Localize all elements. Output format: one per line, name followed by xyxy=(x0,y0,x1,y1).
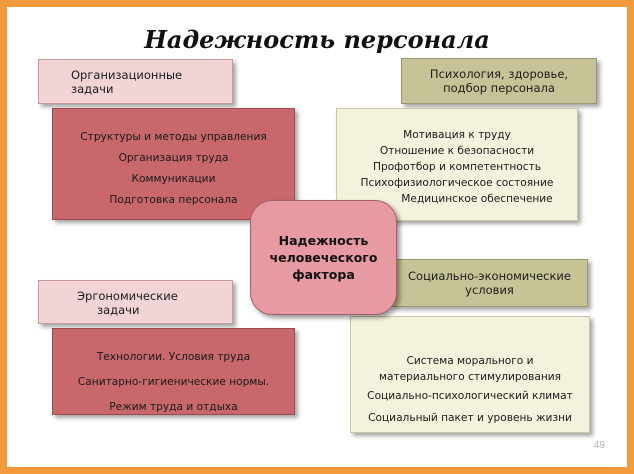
center-line3: фактора xyxy=(292,267,355,282)
list-item: Коммуникации xyxy=(131,173,216,185)
page-number: 49 xyxy=(593,440,605,451)
psychology-header-line2: подбор персонала xyxy=(443,81,555,95)
center-line2: человеческого xyxy=(269,250,378,265)
list-item: Социально-психологический климат xyxy=(367,390,573,402)
socioeconomic-header-line1: Социально-экономические xyxy=(408,269,571,283)
ergonomic-header xyxy=(38,280,233,324)
human-factor-reliability-node xyxy=(250,200,397,315)
list-item: материального стимулирования xyxy=(378,371,562,383)
list-item: Подготовка персонала xyxy=(109,194,238,206)
list-item: Профотбор и компетентность xyxy=(373,161,541,173)
ergonomic-list xyxy=(53,345,294,420)
list-item: Социальный пакет и уровень жизни xyxy=(368,412,572,424)
psychology-header xyxy=(401,58,597,104)
organizational-header-line2: задачи xyxy=(71,82,114,96)
organizational-header-line1: Организационные xyxy=(71,68,183,82)
socioeconomic-header xyxy=(391,259,588,307)
psychology-list xyxy=(337,127,577,207)
ergonomic-list-box xyxy=(52,328,295,415)
list-item: Структуры и методы управления xyxy=(80,131,267,143)
organizational-header xyxy=(38,59,233,104)
slide-title: Надежность персонала xyxy=(144,25,490,54)
list-item: Технологии. Условия труда xyxy=(96,351,251,363)
list-item: Система морального и xyxy=(406,355,534,367)
list-item: Медицинское обеспечение xyxy=(401,193,553,205)
list-item: Организация труда xyxy=(118,152,229,164)
list-item: Психофизиологическое состояние xyxy=(360,177,554,189)
list-item: Мотивация к труду xyxy=(403,129,511,141)
psychology-header-line1: Психология, здоровье, xyxy=(429,67,569,81)
ergonomic-header-line2: задачи xyxy=(97,303,140,317)
socioeconomic-header-line2: условия xyxy=(465,283,514,297)
slide xyxy=(7,7,627,467)
list-item: Режим труда и отдыха xyxy=(109,401,238,413)
center-line1: Надежность xyxy=(278,233,369,248)
socioeconomic-list xyxy=(351,353,589,428)
list-item: Отношение к безопасности xyxy=(379,145,535,157)
ergonomic-header-line1: Эргономические xyxy=(77,289,178,303)
organizational-list xyxy=(53,127,294,211)
list-item: Санитарно-гигиенические нормы. xyxy=(77,376,270,388)
socioeconomic-list-box xyxy=(350,316,590,433)
